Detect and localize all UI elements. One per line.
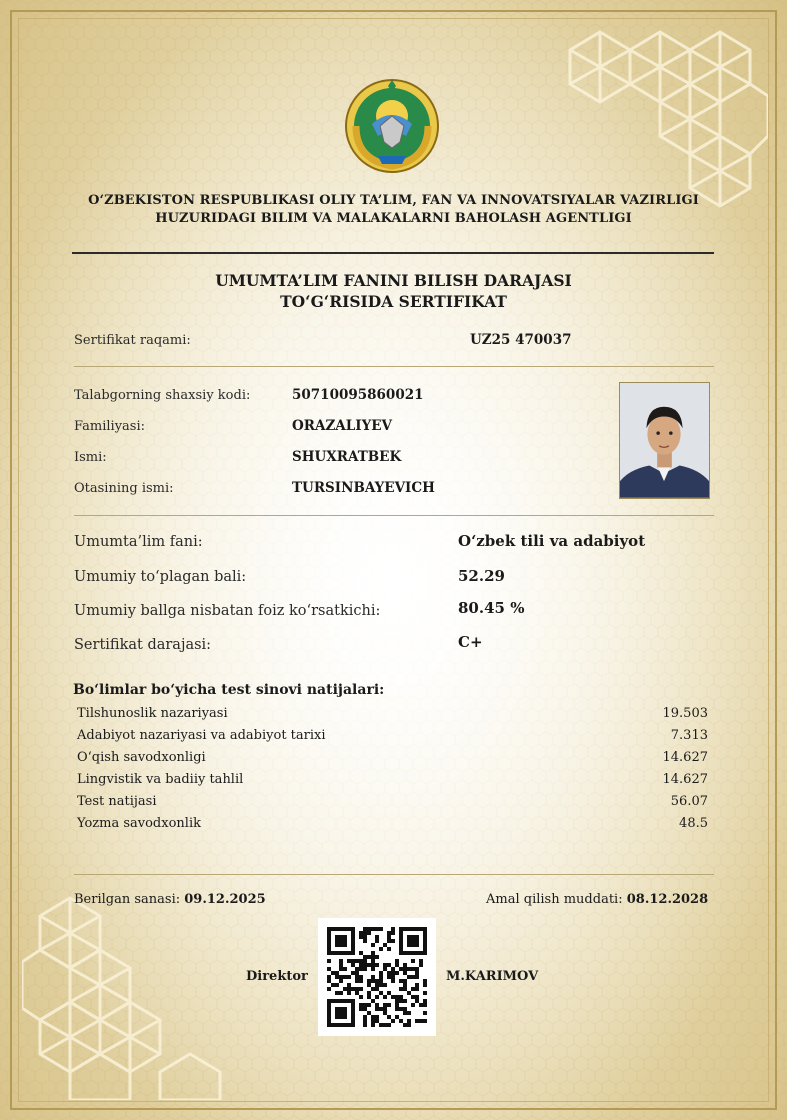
qr-code-graphic <box>318 918 436 1036</box>
grade-value: C+ <box>458 633 483 651</box>
results-row-name: Adabiyot nazariyasi va adabiyot tarixi <box>77 728 326 743</box>
results-row-name: Tilshunoslik nazariyasi <box>77 706 228 721</box>
divider-1 <box>74 366 714 367</box>
surname-label: Familiyasi: <box>74 419 145 434</box>
ministry-header <box>40 192 747 228</box>
surname-value: ORAZALIYEV <box>292 418 392 434</box>
results-row-value: 48.5 <box>679 816 708 831</box>
director-name: M.KARIMOV <box>446 969 539 984</box>
results-row <box>77 706 708 728</box>
percent-label: Umumiy ballga nisbatan foiz ko‘rsatkichi: <box>74 603 381 619</box>
valid-until <box>486 892 708 907</box>
patronymic-label: Otasining ismi: <box>74 481 174 496</box>
issued-date-label: Berilgan sanasi: <box>74 892 181 907</box>
results-row-name: Lingvistik va badiiy tahlil <box>77 772 244 787</box>
qr-code-icon[interactable] <box>318 918 436 1036</box>
valid-until-value: 08.12.2028 <box>626 892 709 907</box>
patronymic-value: TURSINBAYEVICH <box>292 480 435 496</box>
valid-until-label: Amal qilish muddati: <box>486 892 623 907</box>
results-row-name: Yozma savodxonlik <box>77 816 201 831</box>
applicant-photo-image <box>620 383 709 498</box>
results-row-name: O‘qish savodxonligi <box>77 750 206 765</box>
results-row-value: 19.503 <box>662 706 708 721</box>
title-line-1: UMUMTA’LIM FANINI BILISH DARAJASI <box>215 271 572 290</box>
subject-value: O‘zbek tili va adabiyot <box>458 532 646 550</box>
results-row-value: 56.07 <box>670 794 708 809</box>
results-row <box>77 772 708 794</box>
header-divider <box>72 252 714 254</box>
percent-value: 80.45 % <box>458 599 525 617</box>
certificate-number-label: Sertifikat raqami: <box>74 333 191 348</box>
divider-2 <box>74 515 714 516</box>
issued-date <box>74 892 266 907</box>
grade-label: Sertifikat darajasi: <box>74 637 212 653</box>
results-row-value: 7.313 <box>670 728 708 743</box>
results-heading: Bo‘limlar bo‘yicha test sinovi natijalari: <box>73 682 385 698</box>
score-value: 52.29 <box>458 567 505 585</box>
certificate-title <box>40 270 747 312</box>
results-row-name: Test natijasi <box>77 794 157 809</box>
results-row-value: 14.627 <box>662 750 708 765</box>
title-line-2: TO‘G‘RISIDA SERTIFIKAT <box>280 292 507 311</box>
score-label: Umumiy to‘plagan bali: <box>74 569 247 585</box>
results-row <box>77 750 708 772</box>
divider-3 <box>74 874 714 875</box>
results-row-value: 14.627 <box>662 772 708 787</box>
results-row <box>77 794 708 816</box>
issued-date-value: 09.12.2025 <box>184 892 266 907</box>
personal-code-label: Talabgorning shaxsiy kodi: <box>74 388 251 403</box>
applicant-photo <box>619 382 710 499</box>
ministry-line-2: HUZURIDAGI BILIM VA MALAKALARNI BAHOLASH AGENTLIGI <box>155 211 632 226</box>
first-name-value: SHUXRATBEK <box>292 449 402 465</box>
certificate-number-value: UZ25 470037 <box>470 332 572 348</box>
ministry-line-1: O‘ZBEKISTON RESPUBLIKASI OLIY TA’LIM, FAN VA INNOVATSIYALAR VAZIRLIGI <box>88 193 699 208</box>
state-emblem-icon <box>342 76 442 176</box>
results-row <box>77 816 708 838</box>
personal-code-value: 50710095860021 <box>292 387 424 403</box>
results-row <box>77 728 708 750</box>
director-label: Direktor <box>246 969 308 984</box>
subject-label: Umumta’lim fani: <box>74 534 203 550</box>
first-name-label: Ismi: <box>74 450 107 465</box>
